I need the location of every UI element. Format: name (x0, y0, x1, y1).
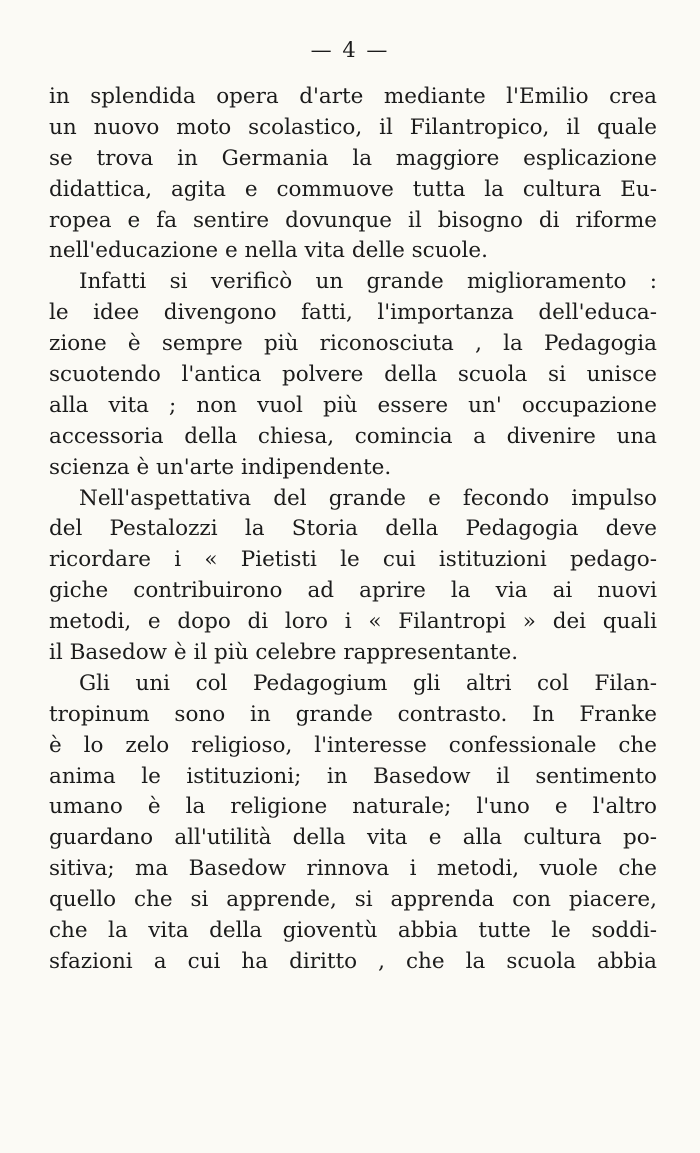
text-line: umano è la religione naturale; l'uno e l'altro (49, 794, 657, 820)
text-line: scuotendo l'antica polvere della scuola si unisce (49, 362, 657, 388)
page-number: — 4 — (310, 38, 390, 62)
paragraph-4 (49, 669, 657, 978)
text-line: è lo zelo religioso, l'interesse confessionale che (49, 732, 657, 758)
paragraph-2 (49, 267, 657, 483)
text-line: Infatti si verificò un grande miglioramento : (79, 269, 657, 295)
text-line: scienza è un'arte indipendente. (49, 454, 392, 480)
text-line: anima le istituzioni; in Basedow il sentimento (49, 763, 657, 789)
paragraph-1 (49, 82, 657, 267)
text-line: nell'educazione e nella vita delle scuole. (49, 238, 488, 264)
text-line: che la vita della gioventù abbia tutte le soddi- (49, 918, 657, 944)
text-line: zione è sempre più riconosciuta , la Pedagogia (49, 331, 657, 357)
text-line: il Basedow è il più celebre rappresentante. (49, 640, 519, 666)
paragraph-3 (49, 484, 657, 669)
text-line: le idee divengono fatti, l'importanza dell'educa- (49, 300, 657, 326)
text-line: un nuovo moto scolastico, il Filantropico, il quale (49, 114, 657, 140)
text-line: tropinum sono in grande contrasto. In Franke (49, 701, 657, 727)
text-line: Gli uni col Pedagogium gli altri col Filan- (79, 670, 657, 696)
text-line: alla vita ; non vuol più essere un' occupazione (49, 392, 657, 418)
text-line: giche contribuirono ad aprire la via ai nuovi (49, 578, 657, 604)
text-line: didattica, agita e commuove tutta la cultura Eu- (49, 176, 657, 202)
text-line: accessoria della chiesa, comincia a divenire una (49, 423, 657, 449)
text-line: se trova in Germania la maggiore esplicazione (49, 145, 657, 171)
text-line: metodi, e dopo di loro i « Filantropi » dei quali (49, 609, 657, 635)
text-line: ricordare i « Pietisti le cui istituzioni pedago- (49, 547, 657, 573)
text-line: sitiva; ma Basedow rinnova i metodi, vuole che (49, 856, 657, 882)
text-line: ropea e fa sentire dovunque il bisogno di riforme (49, 207, 657, 233)
text-line: quello che si apprende, si apprenda con piacere, (49, 887, 657, 913)
text-line: del Pestalozzi la Storia della Pedagogia deve (49, 516, 657, 542)
text-line: guardano all'utilità della vita e alla cultura po- (49, 825, 657, 851)
text-line: in splendida opera d'arte mediante l'Emilio crea (49, 84, 657, 109)
text-line: Nell'aspettativa del grande e fecondo impulso (79, 485, 657, 511)
text-line: sfazioni a cui ha diritto , che la scuola abbia (49, 948, 657, 974)
body-text (49, 82, 657, 978)
